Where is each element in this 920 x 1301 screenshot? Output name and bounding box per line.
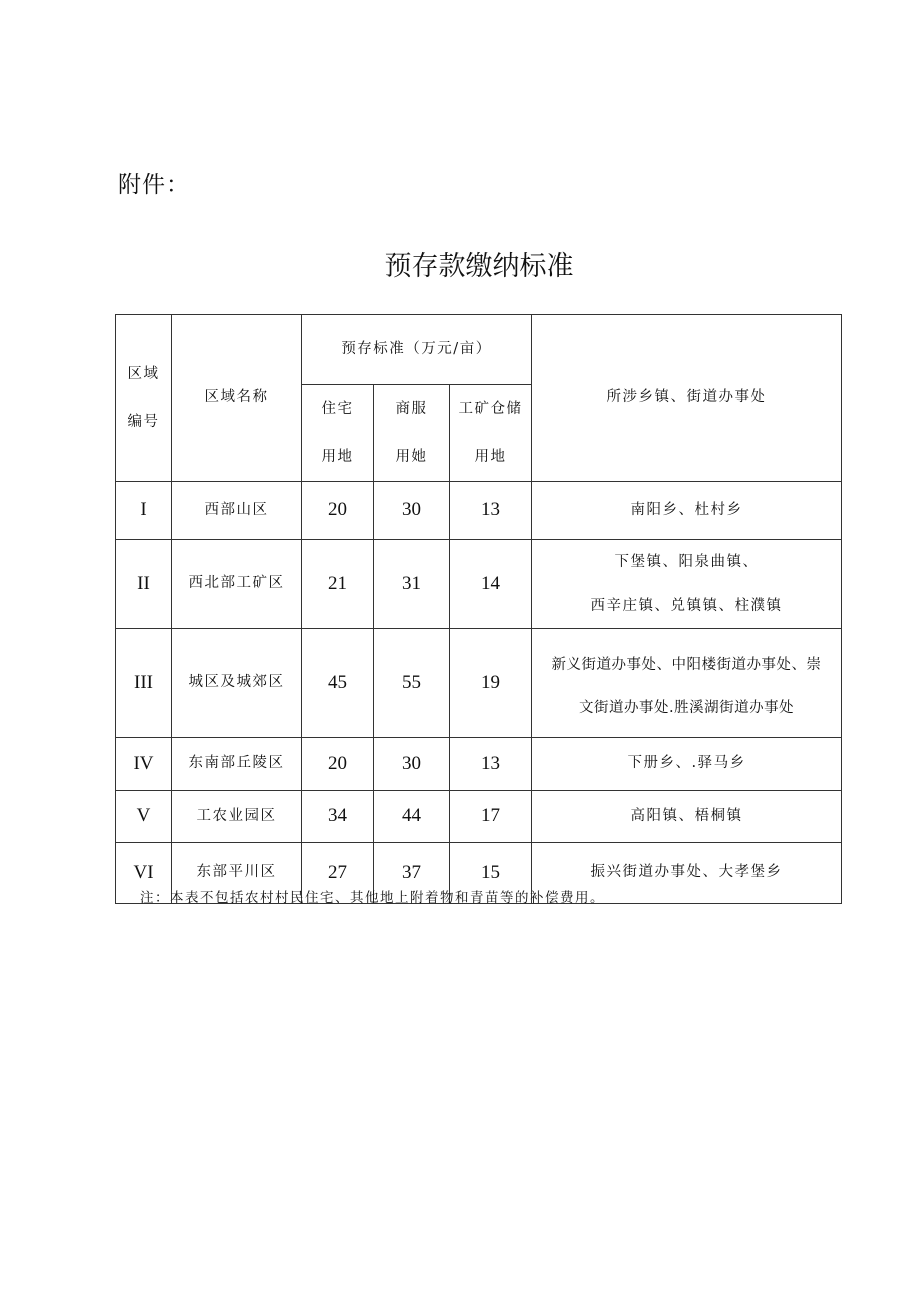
residential-value: 20 [302, 738, 374, 791]
towns-line: 高阳镇、梧桐镇 [630, 807, 743, 824]
residential-value: 20 [302, 482, 374, 540]
region-name: 西北部工矿区 [172, 540, 302, 629]
industrial-value: 19 [450, 629, 532, 738]
residential-value: 34 [302, 791, 374, 843]
header-commercial: 商服 用她 [374, 385, 450, 482]
table-row [116, 738, 842, 791]
industrial-value: 14 [450, 540, 532, 629]
residential-value: 45 [302, 629, 374, 738]
region-name: 西部山区 [172, 482, 302, 540]
header-residential: 住宅 用地 [302, 385, 374, 482]
towns-line: 下堡镇、阳泉曲镇、 [614, 554, 759, 570]
region-name: 城区及城郊区 [172, 629, 302, 738]
residential-value: 21 [302, 540, 374, 629]
region-code: V [116, 791, 172, 843]
table-row [116, 791, 842, 843]
footnote: 注：本表不包括农村村民住宅、其他地上附着物和青苗等的补偿费用。 [140, 890, 605, 906]
region-code: III [116, 629, 172, 738]
header-region-name: 区域名称 [172, 315, 302, 482]
commercial-value: 55 [374, 629, 450, 738]
attachment-label: 附件： [118, 172, 190, 198]
commercial-value: 30 [374, 482, 450, 540]
towns-line: 文街道办事处.胜溪湖街道办事处 [578, 700, 795, 716]
table-row [116, 540, 842, 629]
page-title: 预存款缴纳标准 [384, 251, 574, 282]
towns-line: 南阳乡、杜村乡 [630, 501, 743, 518]
towns-line: 下册乡、.驿马乡 [627, 755, 746, 772]
table-row [116, 482, 842, 540]
towns-cell [532, 540, 842, 629]
towns-cell [532, 482, 842, 540]
region-code: VI [116, 843, 172, 904]
region-code: II [116, 540, 172, 629]
towns-line: 西辛庄镇、兑镇镇、柱濮镇 [590, 598, 783, 614]
towns-cell [532, 738, 842, 791]
towns-cell [532, 629, 842, 738]
table-row [116, 629, 842, 738]
industrial-value: 15 [450, 843, 532, 904]
towns-line: 新义街道办事处、中阳楼街道办事处、崇 [551, 657, 822, 673]
region-code: I [116, 482, 172, 540]
industrial-value: 13 [450, 738, 532, 791]
deposit-standard-table [115, 314, 842, 904]
commercial-value: 37 [374, 843, 450, 904]
commercial-value: 31 [374, 540, 450, 629]
commercial-value: 30 [374, 738, 450, 791]
commercial-value: 44 [374, 791, 450, 843]
region-name: 东南部丘陵区 [172, 738, 302, 791]
industrial-value: 13 [450, 482, 532, 540]
industrial-value: 17 [450, 791, 532, 843]
towns-line: 振兴街道办事处、大孝堡乡 [590, 864, 783, 881]
region-name: 工农业园区 [172, 791, 302, 843]
header-industrial: 工矿仓储 用地 [450, 385, 532, 482]
residential-value: 27 [302, 843, 374, 904]
region-code: IV [116, 738, 172, 791]
region-name: 东部平川区 [172, 843, 302, 904]
header-region-code: 区域 编号 [116, 315, 172, 482]
header-row-1 [116, 315, 842, 385]
header-towns: 所涉乡镇、街道办事处 [532, 315, 842, 482]
header-standard-group: 预存标准（万元/亩） [302, 315, 532, 385]
towns-cell [532, 791, 842, 843]
